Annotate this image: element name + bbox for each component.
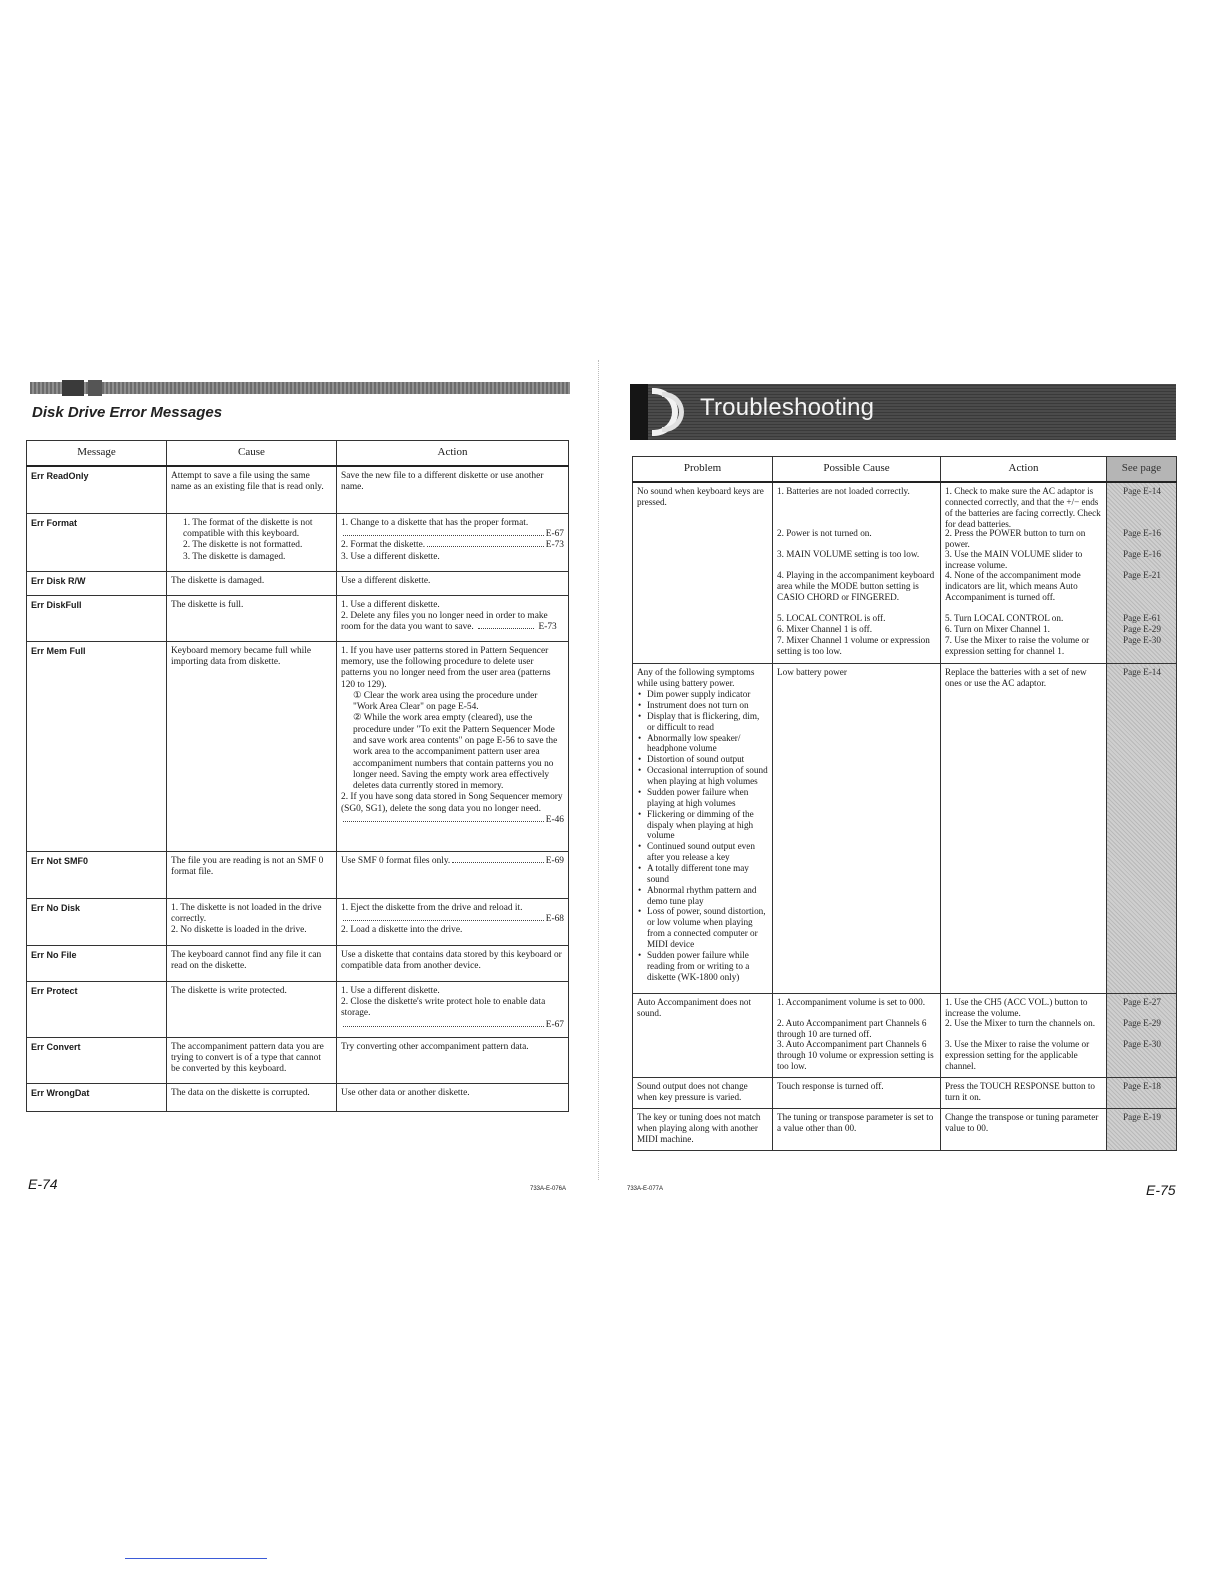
cause-item: 1. Accompaniment volume is set to 000.	[777, 997, 925, 1008]
page-ref-line	[341, 914, 564, 925]
page-ref: E-67	[545, 528, 564, 539]
table-row	[27, 571, 569, 595]
table-row	[633, 482, 1177, 664]
table-row	[27, 851, 569, 898]
table-row	[633, 1078, 1177, 1109]
message-cell: Err WrongDat	[27, 1083, 167, 1111]
page-number-left: E-74	[28, 1176, 58, 1192]
underline-decor	[125, 1558, 267, 1559]
page-ref-line	[476, 628, 536, 631]
action-cell	[337, 851, 569, 898]
blk	[630, 384, 648, 440]
action-cell: Use other data or another diskette.	[337, 1083, 569, 1111]
message-cell: Err Protect	[27, 981, 167, 1037]
cause-item: 2. Power is not turned on.	[777, 527, 872, 538]
action-cell: Replace the batteries with a set of new ones or use the AC adaptor.	[941, 664, 1107, 994]
see-page-cell	[1107, 1109, 1177, 1151]
page-ref-line	[341, 529, 564, 540]
page-ref-line	[341, 1020, 564, 1031]
table-row	[27, 981, 569, 1037]
message-cell: Err DiskFull	[27, 595, 167, 641]
cause-cell: Low battery power	[773, 664, 941, 994]
list-item: • Loss of power, sound distortion, or low volume when playing from a connected computer or MIDI device	[637, 906, 769, 949]
page-ref: E-46	[545, 814, 564, 825]
list-item	[341, 611, 564, 634]
table-row	[633, 1109, 1177, 1151]
action-item: 1. Check to make sure the AC adaptor is connected correctly, and that the +/− ends of the batteries are facing correctly. Check for dead batteries.	[945, 485, 1101, 529]
cause-item: 1. Batteries are not loaded correctly.	[777, 485, 910, 496]
cause-cell: Keyboard memory became full while importing data from diskette.	[167, 641, 337, 851]
page-ref: Page E-18	[1122, 1081, 1161, 1092]
table-row	[27, 898, 569, 945]
page-number-right: E-75	[1146, 1182, 1176, 1198]
message-cell: Err ReadOnly	[27, 466, 167, 513]
problem-intro: Any of the following symptoms while using battery power.	[637, 667, 755, 689]
action-item: 6. Turn on Mixer Channel 1.	[945, 623, 1050, 634]
problem-cell	[633, 664, 773, 994]
cause-cell	[773, 482, 941, 664]
sub-list-item: ② While the work area empty (cleared), use the procedure under "To exit the Pattern Sequencer Mode and save work area contents" on page E-56 to save the work area to the accompaniment pattern user area accompaniment numbers that contain patterns you no longer need. Saving the empty work area effectively deletes data currently stored in memory.	[353, 713, 558, 792]
cause-cell	[167, 898, 337, 945]
list-item: • Flickering or dimming of the dispaly when playing at high volume	[637, 809, 769, 842]
page-ref: Page E-61	[1122, 612, 1161, 623]
header-decor-bar	[30, 382, 570, 394]
troubleshooting-table	[632, 456, 1177, 1151]
message-cell: Err Format	[27, 513, 167, 571]
cause-item: 4. Playing in the accompaniment keyboard area while the MODE button setting is CASIO CHORD or FINGERED.	[777, 569, 935, 602]
doc-code-left: 733A-E-076A	[530, 1186, 567, 1192]
cause-cell	[167, 513, 337, 571]
action-item: 3. Use the MAIN VOLUME slider to increase volume.	[945, 548, 1083, 570]
list-item: • A totally different tone may sound	[637, 863, 769, 885]
dotfill	[343, 1026, 544, 1027]
action-cell: Try converting other accompaniment pattern data.	[337, 1037, 569, 1083]
dotfill	[343, 920, 544, 921]
see-page-cell	[1107, 482, 1177, 664]
table-row	[633, 664, 1177, 994]
cause-cell: Touch response is turned off.	[773, 1078, 941, 1109]
cause-cell: The diskette is full.	[167, 595, 337, 641]
message-cell: Err Convert	[27, 1037, 167, 1083]
cause-item: 5. LOCAL CONTROL is off.	[777, 612, 886, 623]
page-ref: E-73	[545, 540, 564, 551]
page-ref: E-68	[545, 913, 564, 924]
list-item: • Instrument does not turn on	[637, 700, 769, 711]
bar-cap	[62, 380, 84, 396]
cause-cell: The keyboard cannot find any file it can read on the diskette.	[167, 945, 337, 981]
page-ref: Page E-29	[1122, 623, 1161, 634]
header-cause: Cause	[167, 441, 337, 467]
list-item: 2. The diskette is not formatted.	[183, 540, 303, 551]
header-action: Action	[941, 457, 1107, 482]
list-item: • Dim power supply indicator	[637, 689, 769, 700]
bar-cap-2	[88, 380, 102, 396]
list-item: • Sudden power failure while reading from or writing to a diskette (WK-1800 only)	[637, 950, 769, 983]
list-item: 2. Format the diskette.	[341, 540, 426, 551]
page-ref: Page E-16	[1122, 548, 1161, 559]
list-item-text: 2. Delete any files you no longer need in order to make room for the data you want to save.	[341, 610, 548, 633]
dotfill	[427, 546, 544, 547]
message-cell: Err Not SMF0	[27, 851, 167, 898]
list-item: 1. Use a different diskette.	[341, 599, 440, 610]
action-cell	[337, 981, 569, 1037]
cause-item: 6. Mixer Channel 1 is off.	[777, 623, 873, 634]
list-item: 2. No diskette is loaded in the drive.	[171, 925, 307, 936]
page-ref: Page E-16	[1122, 527, 1161, 538]
action-text: Use SMF 0 format files only.	[341, 855, 451, 866]
list-item: 1. Use a different diskette.	[341, 985, 440, 996]
page-ref: Page E-14	[1122, 485, 1161, 496]
list-item: 3. The diskette is damaged.	[183, 551, 286, 562]
table-row	[27, 595, 569, 641]
list-item: 2. Load a diskette into the drive.	[341, 925, 463, 936]
see-page-cell	[1107, 1078, 1177, 1109]
message-cell: Err Mem Full	[27, 641, 167, 851]
section-title: Disk Drive Error Messages	[32, 404, 223, 421]
dotfill	[478, 628, 534, 629]
list-item: • Sudden power failure when playing at high volumes	[637, 787, 769, 809]
list-item: • Occasional interruption of sound when playing at high volumes	[637, 765, 769, 787]
table-row	[27, 466, 569, 513]
page-ref-line	[341, 856, 564, 867]
page-ref: E-73	[538, 622, 557, 633]
page-ref: E-69	[545, 855, 564, 866]
table-row	[633, 994, 1177, 1078]
action-item: 5. Turn LOCAL CONTROL on.	[945, 612, 1064, 623]
action-cell: Press the TOUCH RESPONSE button to turn it on.	[941, 1078, 1107, 1109]
list-item: • Abnormally low speaker/ headphone volume	[637, 733, 769, 755]
dotfill	[343, 535, 544, 536]
cause-cell: The accompaniment pattern data you are trying to convert is of a type that cannot be converted by this keyboard.	[167, 1037, 337, 1083]
cause-cell: The tuning or transpose parameter is set to a value other than 00.	[773, 1109, 941, 1151]
list-item: 1. Change to a diskette that has the proper format.	[341, 517, 529, 528]
header-action: Action	[337, 441, 569, 467]
list-item: • Continued sound output even after you release a key	[637, 841, 769, 863]
dotfill	[452, 862, 543, 863]
action-item: 1. Use the CH5 (ACC VOL.) button to increase the volume.	[945, 997, 1088, 1019]
message-cell: Err No File	[27, 945, 167, 981]
problem-cell: Sound output does not change when key pressure is varied.	[633, 1078, 773, 1109]
problem-cell: Auto Accompaniment does not sound.	[633, 994, 773, 1078]
table-row	[27, 1083, 569, 1111]
table-row	[27, 945, 569, 981]
page-ref: Page E-14	[1122, 667, 1161, 678]
header-cause: Possible Cause	[773, 457, 941, 482]
cause-cell: The diskette is damaged.	[167, 571, 337, 595]
page-ref: Page E-19	[1122, 1112, 1161, 1123]
list-item: 1. If you have user patterns stored in Pattern Sequencer memory, use the following procedure to delete user patterns you no longer need from the user area (patterns 120 to 129).	[341, 645, 551, 690]
page-fold	[598, 360, 599, 1180]
cause-cell: The data on the diskette is corrupted.	[167, 1083, 337, 1111]
list-item: 2. Close the diskette's write protect hole to enable data storage.	[341, 996, 546, 1019]
action-cell	[337, 513, 569, 571]
list-item: 1. The diskette is not loaded in the drive correctly.	[171, 902, 322, 924]
header-message: Message	[27, 441, 167, 467]
action-item: 2. Use the Mixer to turn the channels on.	[945, 1018, 1096, 1029]
list-item: 3. Use a different diskette.	[341, 551, 440, 562]
page-ref: Page E-21	[1122, 569, 1161, 580]
page-title: Troubleshooting	[700, 394, 875, 421]
action-text: Save the new file to a different diskette or use another name.	[341, 471, 544, 493]
cause-cell: The file you are reading is not an SMF 0 format file.	[167, 851, 337, 898]
table-row	[27, 513, 569, 571]
see-page-cell	[1107, 664, 1177, 994]
cause-cell	[773, 994, 941, 1078]
dotfill	[343, 821, 544, 822]
action-cell	[337, 466, 569, 513]
bracket-icon	[662, 392, 684, 432]
cause-cell	[167, 466, 337, 513]
problem-cell: The key or tuning does not match when playing along with another MIDI machine.	[633, 1109, 773, 1151]
action-cell	[337, 595, 569, 641]
page-ref: Page E-27	[1122, 997, 1161, 1008]
cause-item: 2. Auto Accompaniment part Channels 6 through 10 are turned off.	[777, 1018, 927, 1040]
cause-cell: The diskette is write protected.	[167, 981, 337, 1037]
list-item: • Display that is flickering, dim, or difficult to read	[637, 711, 769, 733]
action-cell	[337, 641, 569, 851]
table-row	[27, 1037, 569, 1083]
symptom-list	[637, 689, 769, 982]
page-ref: Page E-29	[1122, 1018, 1161, 1029]
doc-code-right: 733A-E-077A	[627, 1186, 664, 1192]
list-item: 1. The format of the diskette is not compatible with this keyboard.	[183, 517, 313, 539]
header-see-page: See page	[1107, 457, 1177, 482]
page-ref: Page E-30	[1122, 634, 1161, 645]
action-item: 4. None of the accompaniment mode indicators are lit, which means Auto Accompaniment is turned off.	[945, 569, 1081, 602]
sub-list-item: ① Clear the work area using the procedure under "Work Area Clear" on page E-54.	[353, 690, 538, 713]
cause-text: Attempt to save a file using the same name as an existing file that is read only.	[171, 471, 324, 493]
action-cell	[337, 898, 569, 945]
message-cell: Err No Disk	[27, 898, 167, 945]
action-cell	[941, 482, 1107, 664]
action-cell: Change the transpose or tuning parameter value to 00.	[941, 1109, 1107, 1151]
header-problem: Problem	[633, 457, 773, 482]
action-item: 3. Use the Mixer to raise the volume or expression setting for the applicable channel.	[945, 1039, 1090, 1072]
action-item: 7. Use the Mixer to raise the volume or expression setting for channel 1.	[945, 634, 1090, 656]
page-ref: E-67	[545, 1019, 564, 1030]
problem-cell: No sound when keyboard keys are pressed.	[633, 482, 773, 664]
troubleshooting-banner	[630, 384, 1176, 440]
see-page-cell	[1107, 994, 1177, 1078]
list-item: • Abnormal rhythm pattern and demo tune play	[637, 885, 769, 907]
cause-item: 3. MAIN VOLUME setting is too low.	[777, 548, 920, 559]
action-item: 2. Press the POWER button to turn on power.	[945, 527, 1086, 549]
action-cell	[941, 994, 1107, 1078]
action-cell: Use a diskette that contains data stored by this keyboard or compatible data from another device.	[337, 945, 569, 981]
table-row	[27, 641, 569, 851]
list-item: 2. If you have song data stored in Song Sequencer memory (SG0, SG1), delete the song data you no longer need.	[341, 792, 563, 814]
page-ref-line	[341, 815, 564, 826]
page-ref: Page E-30	[1122, 1039, 1161, 1050]
page-ref-line	[341, 540, 564, 551]
list-item: • Distortion of sound output	[637, 754, 769, 765]
cause-item: 7. Mixer Channel 1 volume or expression setting is too low.	[777, 634, 930, 656]
message-cell: Err Disk R/W	[27, 571, 167, 595]
action-cell: Use a different diskette.	[337, 571, 569, 595]
error-messages-table	[26, 440, 569, 1112]
list-item: 1. Eject the diskette from the drive and reload it.	[341, 902, 523, 913]
cause-item: 3. Auto Accompaniment part Channels 6 through 10 volume or expression setting is too low.	[777, 1039, 934, 1072]
